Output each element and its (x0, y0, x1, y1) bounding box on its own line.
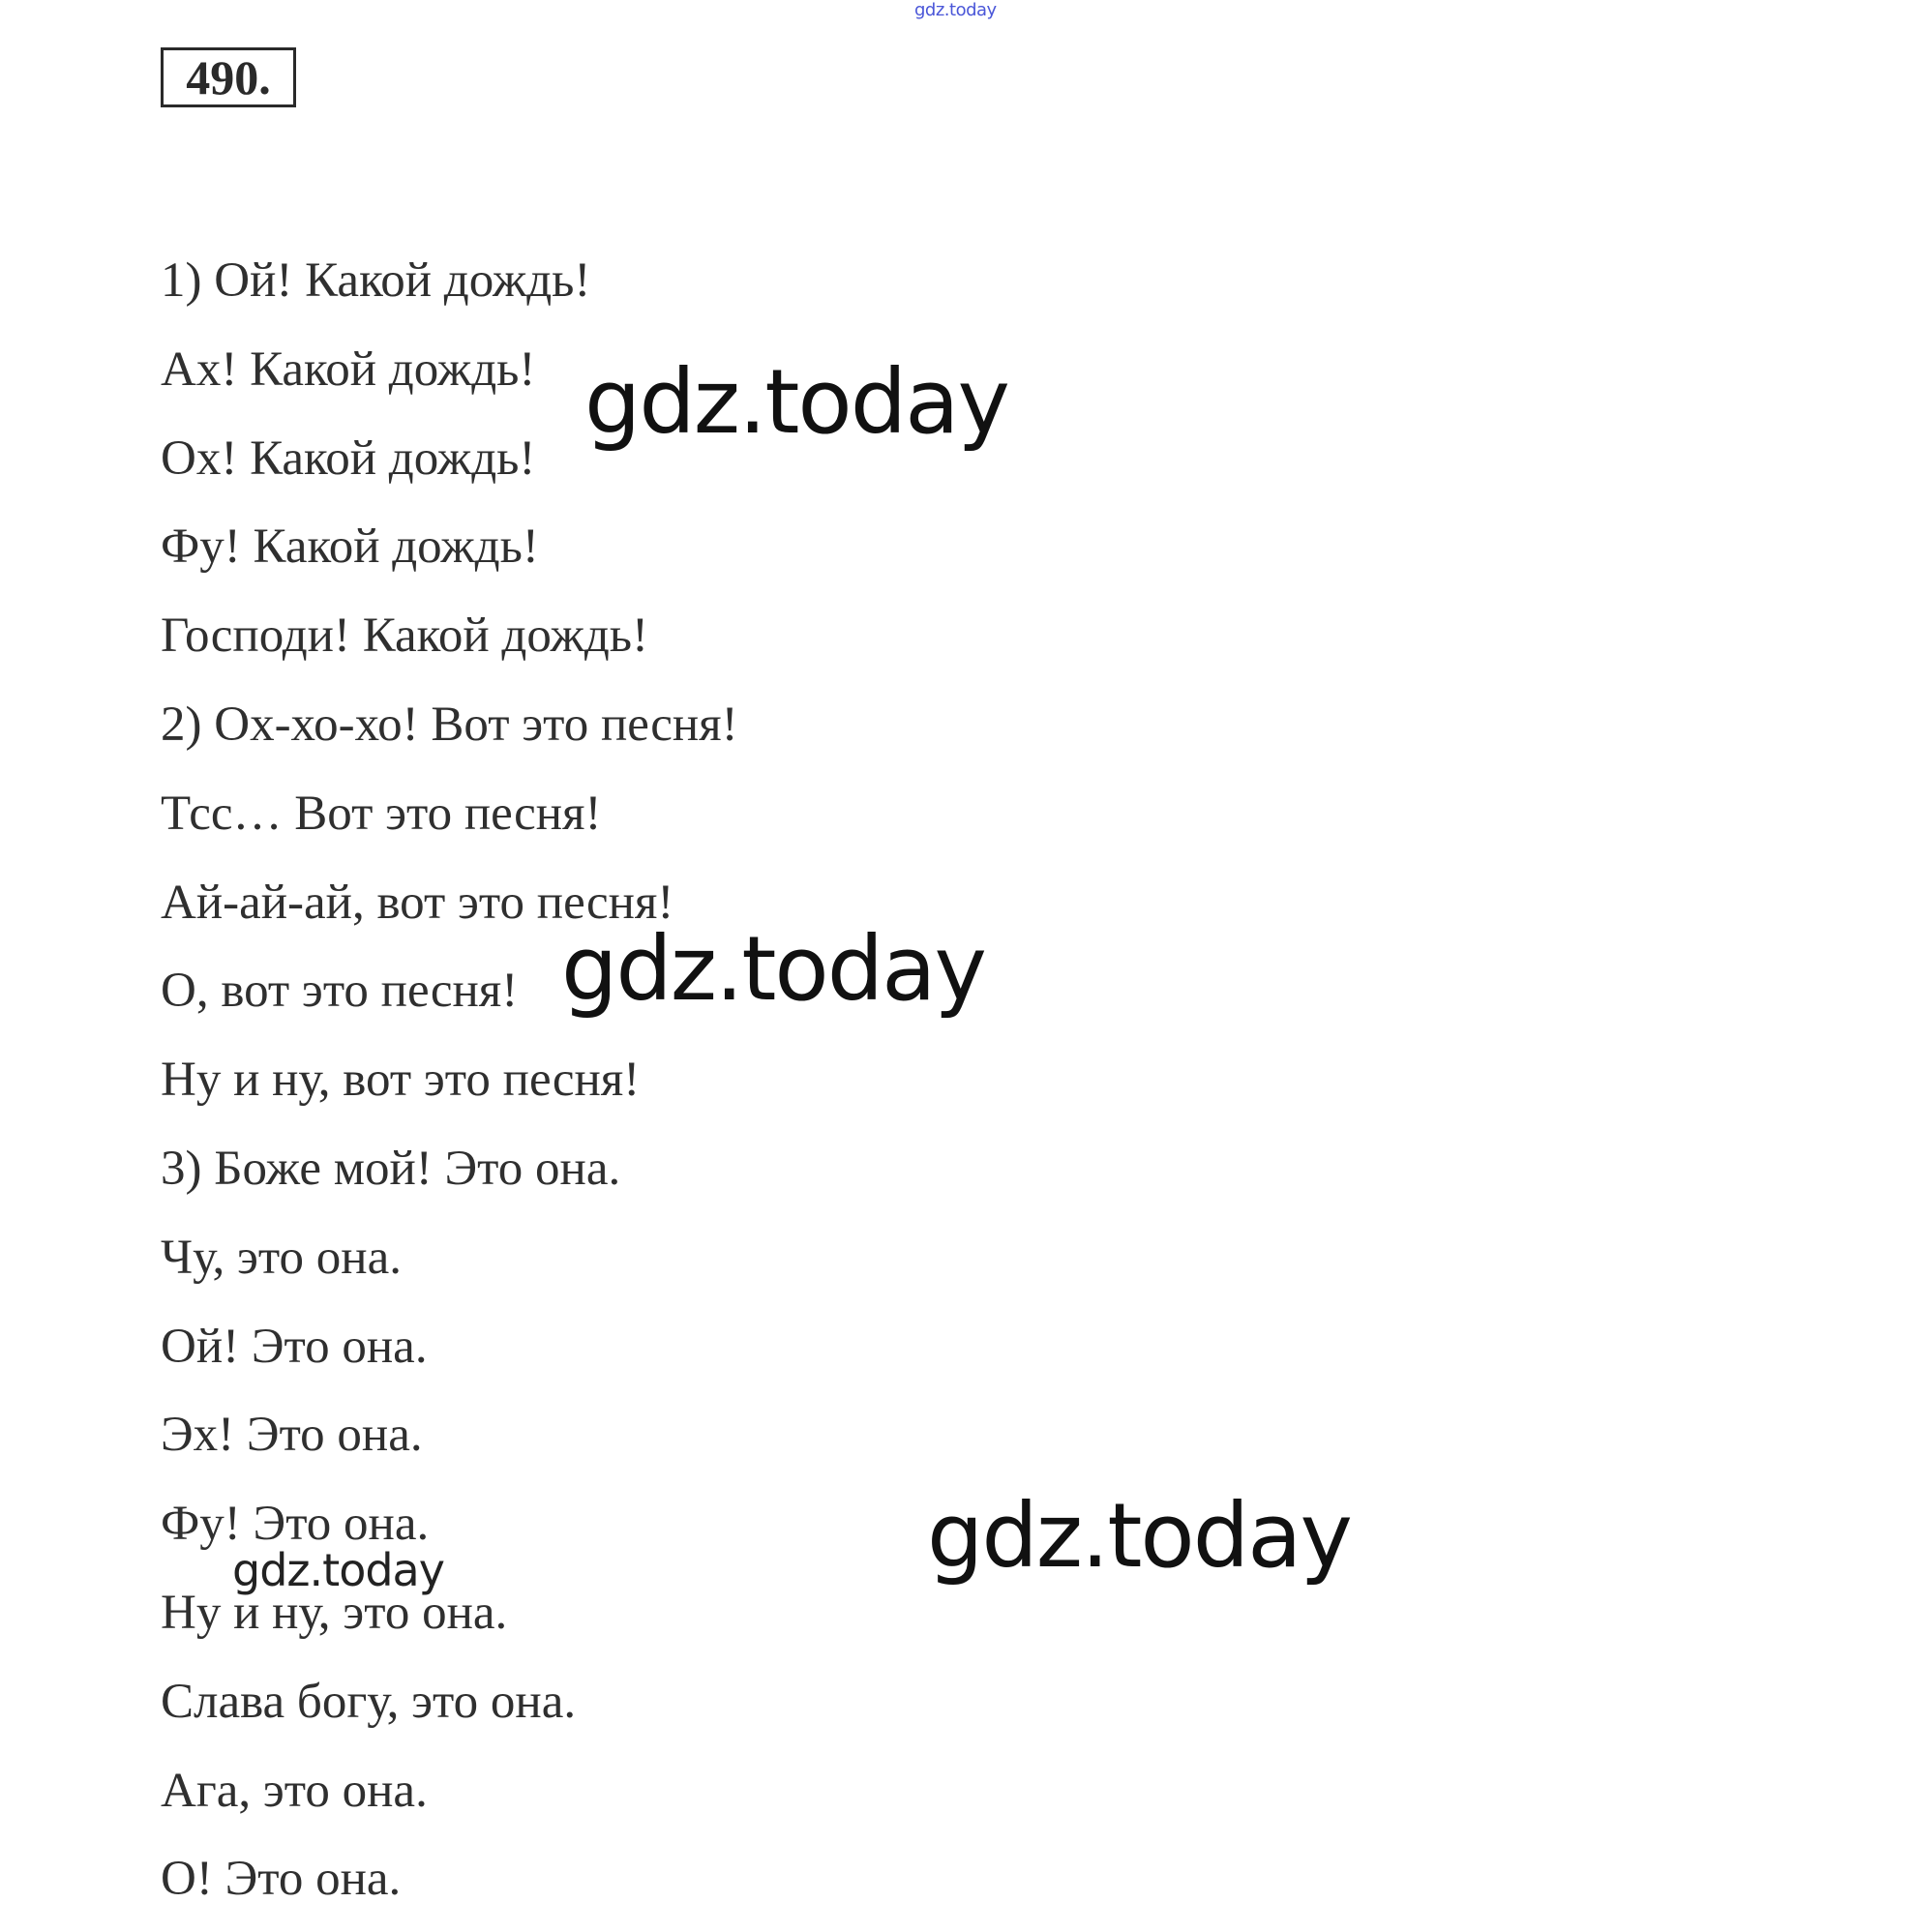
text-line: Ай-ай-ай, вот это песня! (161, 875, 674, 930)
text-line: Чу, это она. (161, 1230, 402, 1285)
text-line: 2) Ох-хо-хо! Вот это песня! (161, 697, 738, 752)
top-site-watermark: gdz.today (914, 0, 997, 20)
text-line: Тсс… Вот это песня! (161, 786, 602, 841)
answer-text-lines (161, 244, 738, 1931)
text-line: Ах! Какой дождь! (161, 342, 536, 397)
text-line: О, вот это песня! (161, 964, 519, 1019)
text-line: Слава богу, это она. (161, 1674, 577, 1729)
text-line: Ага, это она. (161, 1763, 428, 1818)
watermark: gdz.today (584, 350, 1008, 454)
text-line: 3) Боже мой! Это она. (161, 1141, 621, 1196)
text-line: Ох! Какой дождь! (161, 431, 536, 486)
task-number-box: 490. (161, 47, 296, 107)
text-line: Фу! Какой дождь! (161, 520, 539, 575)
text-line: Ну и ну, это она. (161, 1585, 508, 1640)
watermark: gdz.today (561, 917, 985, 1021)
text-line: Господи! Какой дождь! (161, 609, 649, 664)
text-line: Эх! Это она. (161, 1408, 423, 1463)
text-line: Ой! Это она. (161, 1319, 428, 1374)
text-line: 1) Ой! Какой дождь! (161, 253, 591, 308)
text-line: Фу! Это она. (161, 1497, 430, 1552)
watermark: gdz.today (927, 1484, 1351, 1588)
text-line: Ну и ну, вот это песня! (161, 1053, 641, 1108)
watermark: gdz.today (232, 1544, 444, 1596)
text-line: О! Это она. (161, 1852, 402, 1907)
